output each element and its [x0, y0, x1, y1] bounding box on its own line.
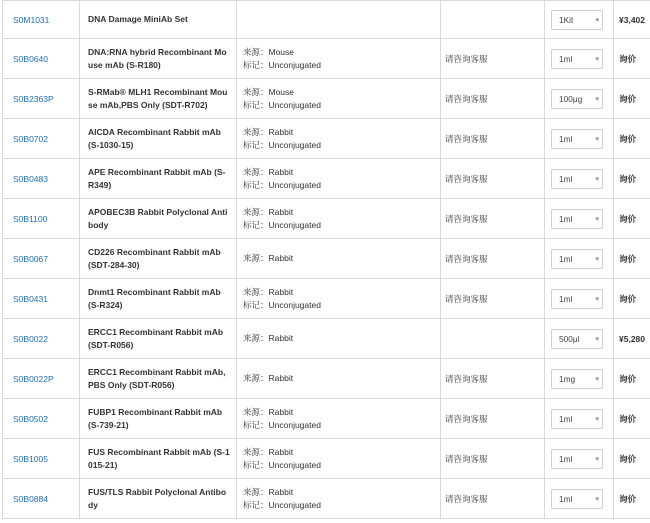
consult-text: 请咨询客服: [445, 293, 488, 304]
price: ¥3,402: [614, 1, 650, 39]
consult-text: 请咨询客服: [445, 453, 488, 464]
note-cell: [441, 439, 545, 479]
price: 询价: [614, 199, 650, 239]
spec-select[interactable]: [551, 169, 603, 189]
price: 询价: [614, 239, 650, 279]
product-name[interactable]: APE Recombinant Rabbit mAb (S-R349): [80, 159, 237, 199]
note-cell: [441, 159, 545, 199]
note-cell: [441, 479, 545, 519]
chevron-down-icon: ▾: [595, 415, 599, 423]
product-table-body: [3, 1, 650, 519]
spec-cell: [545, 399, 614, 439]
catalog-number-link[interactable]: S0B0502: [13, 413, 48, 424]
catalog-number-link[interactable]: S0B0483: [13, 173, 48, 184]
label-text: 标记：Unconjugated: [243, 299, 321, 310]
catalog-number-link[interactable]: S0B0702: [13, 133, 48, 144]
spec-select[interactable]: [551, 209, 603, 229]
spec-cell: [545, 319, 614, 359]
spec-cell: [545, 279, 614, 319]
product-attributes: [237, 159, 441, 199]
price: 询价: [614, 79, 650, 119]
table-row: [3, 319, 650, 359]
chevron-down-icon: ▾: [595, 175, 599, 183]
catalog-number-link[interactable]: S0B0640: [13, 53, 48, 64]
product-attributes: [237, 1, 441, 39]
chevron-down-icon: ▾: [595, 455, 599, 463]
catalog-cell: [3, 319, 80, 359]
catalog-number-link[interactable]: S0B0067: [13, 253, 48, 264]
product-name[interactable]: FUBP1 Recombinant Rabbit mAb (S-739-21): [80, 399, 237, 439]
spec-value: 1ml: [559, 53, 573, 64]
label-text: 标记：Unconjugated: [243, 499, 321, 510]
spec-value: 1ml: [559, 213, 573, 224]
spec-cell: [545, 1, 614, 39]
catalog-cell: [3, 199, 80, 239]
product-name[interactable]: ERCC1 Recombinant Rabbit mAb,PBS Only (SDT-R056): [80, 359, 237, 399]
product-attributes: [237, 319, 441, 359]
source-text: 来源：Rabbit: [243, 126, 294, 137]
catalog-cell: [3, 239, 80, 279]
catalog-cell: [3, 39, 80, 79]
spec-value: 1Kit: [559, 14, 574, 25]
chevron-down-icon: ▾: [595, 335, 599, 343]
catalog-number-link[interactable]: S0B0884: [13, 493, 48, 504]
label-text: 标记：Unconjugated: [243, 99, 321, 110]
table-row: [3, 399, 650, 439]
table-row: [3, 39, 650, 79]
product-name[interactable]: DNA Damage MiniAb Set: [80, 1, 237, 39]
note-cell: [441, 1, 545, 39]
source-text: 来源：Rabbit: [243, 253, 294, 263]
product-name[interactable]: FUS/TLS Rabbit Polyclonal Antibody: [80, 479, 237, 519]
consult-text: 请咨询客服: [445, 373, 488, 384]
price: 询价: [614, 119, 650, 159]
source-text: 来源：Mouse: [243, 86, 295, 97]
source-text: 来源：Rabbit: [243, 373, 294, 383]
source-text: 来源：Rabbit: [243, 406, 294, 417]
table-row: [3, 119, 650, 159]
consult-text: 请咨询客服: [445, 53, 488, 64]
consult-text: 请咨询客服: [445, 253, 488, 264]
spec-select[interactable]: [551, 329, 603, 349]
consult-text: 请咨询客服: [445, 213, 488, 224]
source-text: 来源：Rabbit: [243, 333, 294, 343]
source-text: 来源：Rabbit: [243, 446, 294, 457]
consult-text: 请咨询客服: [445, 93, 488, 104]
product-name[interactable]: AICDA Recombinant Rabbit mAb (S-1030-15): [80, 119, 237, 159]
catalog-number-link[interactable]: S0B1100: [13, 213, 48, 224]
chevron-down-icon: ▾: [595, 95, 599, 103]
consult-text: 请咨询客服: [445, 493, 488, 504]
spec-select[interactable]: [551, 129, 603, 149]
catalog-number-link[interactable]: S0B0431: [13, 293, 48, 304]
price: 询价: [614, 159, 650, 199]
catalog-number-link[interactable]: S0M1031: [13, 14, 50, 25]
consult-text: 请咨询客服: [445, 133, 488, 144]
catalog-cell: [3, 159, 80, 199]
consult-text: 请咨询客服: [445, 413, 488, 424]
spec-select[interactable]: [551, 89, 603, 109]
product-name[interactable]: ERCC1 Recombinant Rabbit mAb (SDT-R056): [80, 319, 237, 359]
table-row: [3, 439, 650, 479]
note-cell: [441, 399, 545, 439]
note-cell: [441, 39, 545, 79]
chevron-down-icon: ▾: [595, 135, 599, 143]
chevron-down-icon: ▾: [595, 255, 599, 263]
note-cell: [441, 199, 545, 239]
spec-select[interactable]: [551, 449, 603, 469]
chevron-down-icon: ▾: [595, 375, 599, 383]
label-text: 标记：Unconjugated: [243, 419, 321, 430]
source-text: 来源：Rabbit: [243, 166, 294, 177]
product-attributes: [237, 239, 441, 279]
label-text: 标记：Unconjugated: [243, 179, 321, 190]
chevron-down-icon: ▾: [595, 55, 599, 63]
catalog-number-link[interactable]: S0B0022P: [13, 373, 54, 384]
source-text: 来源：Mouse: [243, 46, 295, 57]
spec-cell: [545, 439, 614, 479]
chevron-down-icon: ▾: [595, 215, 599, 223]
product-name[interactable]: Dnmt1 Recombinant Rabbit mAb (S-R324): [80, 279, 237, 319]
spec-value: 1ml: [559, 133, 573, 144]
spec-cell: [545, 119, 614, 159]
catalog-cell: [3, 279, 80, 319]
label-text: 标记：Unconjugated: [243, 59, 321, 70]
label-text: 标记：Unconjugated: [243, 139, 321, 150]
product-name[interactable]: S-RMab® MLH1 Recombinant Mouse mAb,PBS Only (SDT-R702): [80, 79, 237, 119]
product-attributes: [237, 399, 441, 439]
label-text: 标记：Unconjugated: [243, 219, 321, 230]
spec-value: 100μg: [559, 93, 583, 104]
spec-cell: [545, 159, 614, 199]
product-attributes: [237, 279, 441, 319]
spec-value: 1ml: [559, 453, 573, 464]
spec-cell: [545, 239, 614, 279]
source-text: 来源：Rabbit: [243, 206, 294, 217]
spec-cell: [545, 199, 614, 239]
chevron-down-icon: ▾: [595, 495, 599, 503]
table-row: [3, 159, 650, 199]
table-row: [3, 359, 650, 399]
spec-cell: [545, 39, 614, 79]
price: 询价: [614, 359, 650, 399]
spec-value: 1ml: [559, 173, 573, 184]
table-row: [3, 1, 650, 39]
catalog-cell: [3, 1, 80, 39]
spec-value: 1ml: [559, 493, 573, 504]
spec-select[interactable]: [551, 409, 603, 429]
spec-select[interactable]: [551, 10, 603, 30]
product-attributes: [237, 79, 441, 119]
spec-value: 1mg: [559, 373, 576, 384]
table-row: [3, 239, 650, 279]
spec-cell: [545, 479, 614, 519]
spec-select[interactable]: [551, 489, 603, 509]
spec-value: 1ml: [559, 253, 573, 264]
spec-value: 1ml: [559, 413, 573, 424]
product-attributes: [237, 359, 441, 399]
catalog-cell: [3, 479, 80, 519]
price: 询价: [614, 39, 650, 79]
chevron-down-icon: ▾: [595, 16, 599, 24]
label-text: 标记：Unconjugated: [243, 459, 321, 470]
catalog-cell: [3, 79, 80, 119]
catalog-cell: [3, 359, 80, 399]
catalog-number-link[interactable]: S0B0022: [13, 333, 48, 344]
spec-select[interactable]: [551, 49, 603, 69]
table-row: [3, 479, 650, 519]
note-cell: [441, 279, 545, 319]
catalog-number-link[interactable]: S0B2363P: [13, 93, 54, 104]
product-attributes: [237, 119, 441, 159]
spec-cell: [545, 79, 614, 119]
catalog-cell: [3, 399, 80, 439]
spec-value: 1ml: [559, 293, 573, 304]
note-cell: [441, 119, 545, 159]
source-text: 来源：Rabbit: [243, 486, 294, 497]
catalog-cell: [3, 119, 80, 159]
spec-select[interactable]: [551, 369, 603, 389]
product-attributes: [237, 39, 441, 79]
table-row: [3, 279, 650, 319]
price: 询价: [614, 399, 650, 439]
product-name[interactable]: APOBEC3B Rabbit Polyclonal Antibody: [80, 199, 237, 239]
product-attributes: [237, 199, 441, 239]
catalog-number-link[interactable]: S0B1005: [13, 453, 48, 464]
product-attributes: [237, 439, 441, 479]
price: 询价: [614, 439, 650, 479]
note-cell: [441, 79, 545, 119]
table-row: [3, 79, 650, 119]
product-attributes: [237, 479, 441, 519]
chevron-down-icon: ▾: [595, 295, 599, 303]
spec-cell: [545, 359, 614, 399]
note-cell: [441, 239, 545, 279]
note-cell: [441, 359, 545, 399]
source-text: 来源：Rabbit: [243, 286, 294, 297]
price: ¥5,280: [614, 319, 650, 359]
product-table: [2, 0, 650, 519]
product-name[interactable]: CD226 Recombinant Rabbit mAb (SDT-284-30): [80, 239, 237, 279]
table-row: [3, 199, 650, 239]
price: 询价: [614, 479, 650, 519]
spec-value: 500μl: [559, 333, 580, 344]
consult-text: 请咨询客服: [445, 173, 488, 184]
spec-select[interactable]: [551, 289, 603, 309]
catalog-cell: [3, 439, 80, 479]
product-name[interactable]: FUS Recombinant Rabbit mAb (S-1015-21): [80, 439, 237, 479]
note-cell: [441, 319, 545, 359]
price: 询价: [614, 279, 650, 319]
spec-select[interactable]: [551, 249, 603, 269]
product-name[interactable]: DNA:RNA hybrid Recombinant Mouse mAb (S-R180): [80, 39, 237, 79]
